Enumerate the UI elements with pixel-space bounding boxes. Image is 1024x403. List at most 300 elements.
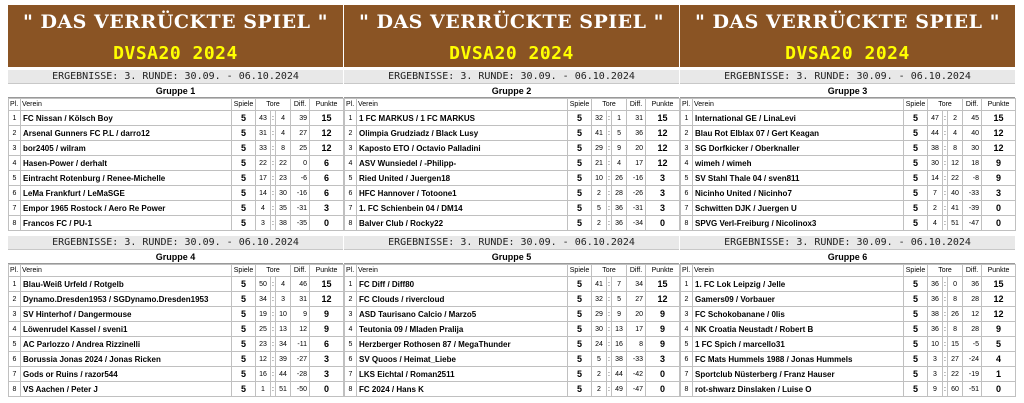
table-row — [681, 337, 1016, 352]
round-header: ERGEBNISSE: 3. RUNDE: 30.09. - 06.10.2024 — [344, 236, 679, 250]
goals-separator: : — [271, 367, 276, 382]
table-row — [681, 367, 1016, 382]
table-row — [345, 352, 680, 367]
place-cell: 3 — [681, 307, 693, 322]
place-cell: 1 — [9, 277, 21, 292]
header-row — [681, 99, 1016, 111]
goal-diff-cell: -27 — [291, 352, 310, 367]
goal-diff-cell: 30 — [963, 141, 982, 156]
table-row — [9, 367, 344, 382]
team-name-cell: AC Parlozzo / Andrea Rizzinelli — [21, 337, 232, 352]
goal-diff-cell: 8 — [627, 337, 646, 352]
goals-separator: : — [271, 352, 276, 367]
goals-separator: : — [607, 126, 612, 141]
table-row — [9, 171, 344, 186]
table-row — [9, 111, 344, 126]
goals-against-cell: 38 — [612, 352, 627, 367]
goals-separator: : — [271, 216, 276, 231]
goals-against-cell: 38 — [276, 216, 291, 231]
table-row — [681, 277, 1016, 292]
goal-diff-cell: 34 — [627, 277, 646, 292]
points-cell: 9 — [310, 322, 344, 337]
games-cell: 5 — [568, 141, 592, 156]
points-cell: 3 — [310, 367, 344, 382]
goal-diff-cell: 45 — [963, 111, 982, 126]
goal-diff-cell: 20 — [627, 307, 646, 322]
goals-separator: : — [607, 156, 612, 171]
goals-separator: : — [943, 156, 948, 171]
goals-for-cell: 41 — [592, 277, 607, 292]
standings-table — [344, 264, 680, 397]
goals-for-cell: 38 — [928, 141, 943, 156]
team-name-cell: SV Hinterhof / Dangermouse — [21, 307, 232, 322]
goals-separator: : — [271, 337, 276, 352]
goal-diff-cell: 25 — [291, 141, 310, 156]
group-title: Gruppe 4 — [8, 250, 343, 264]
place-cell: 1 — [345, 111, 357, 126]
standings-panel — [680, 236, 1015, 397]
team-name-cell: ASD Taurisano Calcio / Marzo5 — [357, 307, 568, 322]
place-cell: 1 — [681, 111, 693, 126]
place-cell: 1 — [681, 277, 693, 292]
goals-for-cell: 36 — [928, 322, 943, 337]
goal-diff-cell: -6 — [291, 171, 310, 186]
team-name-cell: HFC Hannover / Totoone1 — [357, 186, 568, 201]
games-cell: 5 — [904, 337, 928, 352]
games-cell: 5 — [904, 201, 928, 216]
place-cell: 3 — [345, 141, 357, 156]
games-cell: 5 — [904, 111, 928, 126]
games-cell: 5 — [232, 126, 256, 141]
pl-header: Pl. — [345, 265, 357, 277]
goal-diff-cell: -33 — [627, 352, 646, 367]
punkte-header: Punkte — [310, 265, 344, 277]
goals-for-cell: 29 — [592, 141, 607, 156]
goals-separator: : — [271, 126, 276, 141]
team-name-cell: 1 FC Spich / marcello31 — [693, 337, 904, 352]
team-name-cell: International GE / LinaLevi — [693, 111, 904, 126]
goals-separator: : — [271, 322, 276, 337]
games-cell: 5 — [568, 307, 592, 322]
team-name-cell: ASV Wunsiedel / -Philipp- — [357, 156, 568, 171]
goal-diff-cell: 39 — [291, 111, 310, 126]
punkte-header: Punkte — [310, 99, 344, 111]
goals-against-cell: 8 — [948, 322, 963, 337]
points-cell: 9 — [982, 322, 1016, 337]
pl-header: Pl. — [681, 265, 693, 277]
table-row — [681, 141, 1016, 156]
goals-for-cell: 2 — [592, 216, 607, 231]
place-cell: 7 — [345, 367, 357, 382]
place-cell: 2 — [681, 126, 693, 141]
goal-diff-cell: -16 — [291, 186, 310, 201]
team-name-cell: Nicinho United / Nicinho7 — [693, 186, 904, 201]
games-cell: 5 — [232, 277, 256, 292]
table-row — [345, 322, 680, 337]
points-cell: 9 — [646, 322, 680, 337]
goal-diff-cell: -42 — [627, 367, 646, 382]
team-name-cell: Francos FC / PU-1 — [21, 216, 232, 231]
column-1 — [8, 3, 343, 403]
points-cell: 3 — [646, 186, 680, 201]
place-cell: 4 — [681, 322, 693, 337]
games-cell: 5 — [904, 156, 928, 171]
points-cell: 0 — [310, 216, 344, 231]
place-cell: 7 — [345, 201, 357, 216]
games-cell: 5 — [232, 186, 256, 201]
goal-diff-cell: -16 — [627, 171, 646, 186]
table-row — [345, 201, 680, 216]
place-cell: 3 — [681, 141, 693, 156]
place-cell: 7 — [681, 367, 693, 382]
table-row — [9, 216, 344, 231]
table-row — [681, 111, 1016, 126]
goals-separator: : — [607, 201, 612, 216]
table-row — [345, 292, 680, 307]
verein-header: Verein — [693, 99, 904, 111]
team-name-cell: FC Schokobanane / 0lis — [693, 307, 904, 322]
team-name-cell: FC Nissan / Kölsch Boy — [21, 111, 232, 126]
header-row — [345, 265, 680, 277]
tore-header: Tore — [256, 265, 291, 277]
games-cell: 5 — [568, 126, 592, 141]
goals-separator: : — [271, 382, 276, 397]
games-cell: 5 — [232, 307, 256, 322]
banner-title: " DAS VERRÜCKTE SPIEL " — [22, 11, 329, 33]
table-row — [345, 367, 680, 382]
goals-separator: : — [607, 382, 612, 397]
goals-separator: : — [271, 292, 276, 307]
goals-for-cell: 10 — [928, 337, 943, 352]
goals-against-cell: 3 — [276, 292, 291, 307]
goals-against-cell: 28 — [612, 186, 627, 201]
goals-against-cell: 41 — [948, 201, 963, 216]
goals-separator: : — [607, 186, 612, 201]
goals-separator: : — [943, 201, 948, 216]
table-row — [681, 382, 1016, 397]
team-name-cell: SV Quoos / Heimat_Liebe — [357, 352, 568, 367]
punkte-header: Punkte — [646, 265, 680, 277]
points-cell: 5 — [982, 337, 1016, 352]
games-cell: 5 — [232, 141, 256, 156]
goals-separator: : — [607, 277, 612, 292]
goals-for-cell: 4 — [256, 201, 271, 216]
goal-diff-cell: -39 — [963, 201, 982, 216]
place-cell: 8 — [345, 216, 357, 231]
team-name-cell: FC Clouds / rivercloud — [357, 292, 568, 307]
team-name-cell: Empor 1965 Rostock / Aero Re Power — [21, 201, 232, 216]
goal-diff-cell: 31 — [627, 111, 646, 126]
table-row — [681, 156, 1016, 171]
team-name-cell: FC 2024 / Hans K — [357, 382, 568, 397]
team-name-cell: NK Croatia Neustadt / Robert B — [693, 322, 904, 337]
points-cell: 12 — [982, 126, 1016, 141]
table-row — [345, 216, 680, 231]
goals-against-cell: 4 — [948, 126, 963, 141]
goals-against-cell: 1 — [612, 111, 627, 126]
group-title: Gruppe 5 — [344, 250, 679, 264]
table-row — [9, 322, 344, 337]
goals-separator: : — [943, 216, 948, 231]
goal-diff-cell: -50 — [291, 382, 310, 397]
standings-table — [8, 264, 344, 397]
goals-separator: : — [607, 337, 612, 352]
team-name-cell: Gamers09 / Vorbauer — [693, 292, 904, 307]
goal-diff-cell: 17 — [627, 322, 646, 337]
games-cell: 5 — [568, 352, 592, 367]
goals-against-cell: 40 — [948, 186, 963, 201]
table-row — [345, 171, 680, 186]
round-header: ERGEBNISSE: 3. RUNDE: 30.09. - 06.10.2024 — [680, 70, 1015, 84]
team-name-cell: bor2405 / wilram — [21, 141, 232, 156]
place-cell: 2 — [345, 292, 357, 307]
goals-for-cell: 3 — [928, 352, 943, 367]
points-cell: 12 — [310, 126, 344, 141]
goals-against-cell: 13 — [276, 322, 291, 337]
banner-subtitle: DVSA20 2024 — [449, 43, 574, 64]
goal-diff-cell: -19 — [963, 367, 982, 382]
goals-against-cell: 2 — [948, 111, 963, 126]
group-title: Gruppe 2 — [344, 84, 679, 98]
goals-separator: : — [943, 352, 948, 367]
goal-diff-cell: -33 — [963, 186, 982, 201]
points-cell: 3 — [646, 201, 680, 216]
table-row — [345, 337, 680, 352]
place-cell: 4 — [9, 156, 21, 171]
punkte-header: Punkte — [982, 99, 1016, 111]
diff-header: Diff. — [291, 265, 310, 277]
goal-diff-cell: -34 — [627, 216, 646, 231]
place-cell: 8 — [9, 216, 21, 231]
table-row — [345, 307, 680, 322]
place-cell: 7 — [681, 201, 693, 216]
goals-for-cell: 16 — [256, 367, 271, 382]
team-name-cell: Dynamo.Dresden1953 / SGDynamo.Dresden1953 — [21, 292, 232, 307]
goal-diff-cell: -51 — [963, 382, 982, 397]
goal-diff-cell: 20 — [627, 141, 646, 156]
games-cell: 5 — [568, 337, 592, 352]
goals-for-cell: 23 — [256, 337, 271, 352]
games-cell: 5 — [232, 111, 256, 126]
place-cell: 2 — [9, 292, 21, 307]
points-cell: 3 — [310, 352, 344, 367]
games-cell: 5 — [904, 352, 928, 367]
goals-for-cell: 19 — [256, 307, 271, 322]
table-row — [681, 307, 1016, 322]
standings-table — [8, 98, 344, 231]
table-row — [9, 156, 344, 171]
games-cell: 5 — [568, 111, 592, 126]
team-name-cell: Ried United / Juergen18 — [357, 171, 568, 186]
standings-panel — [8, 70, 343, 231]
goals-separator: : — [943, 337, 948, 352]
points-cell: 12 — [646, 141, 680, 156]
goals-separator: : — [943, 322, 948, 337]
place-cell: 2 — [345, 126, 357, 141]
goal-diff-cell: -11 — [291, 337, 310, 352]
goals-against-cell: 4 — [612, 156, 627, 171]
points-cell: 9 — [982, 171, 1016, 186]
spiele-header: Spiele — [568, 265, 592, 277]
games-cell: 5 — [904, 367, 928, 382]
goals-separator: : — [943, 292, 948, 307]
goals-separator: : — [607, 171, 612, 186]
points-cell: 3 — [982, 186, 1016, 201]
pl-header: Pl. — [9, 265, 21, 277]
table-row — [681, 352, 1016, 367]
place-cell: 8 — [345, 382, 357, 397]
goals-against-cell: 9 — [612, 307, 627, 322]
diff-header: Diff. — [627, 265, 646, 277]
goal-diff-cell: -24 — [963, 352, 982, 367]
goals-against-cell: 4 — [276, 277, 291, 292]
goals-against-cell: 10 — [276, 307, 291, 322]
points-cell: 12 — [310, 141, 344, 156]
points-cell: 12 — [646, 126, 680, 141]
goals-separator: : — [943, 382, 948, 397]
points-cell: 15 — [310, 111, 344, 126]
points-cell: 0 — [646, 367, 680, 382]
games-cell: 5 — [904, 216, 928, 231]
goals-for-cell: 9 — [928, 382, 943, 397]
team-name-cell: LKS Eichtal / Roman2511 — [357, 367, 568, 382]
goal-diff-cell: 27 — [291, 126, 310, 141]
goals-separator: : — [271, 171, 276, 186]
place-cell: 3 — [9, 141, 21, 156]
goals-against-cell: 22 — [276, 156, 291, 171]
goals-against-cell: 36 — [612, 201, 627, 216]
goals-against-cell: 35 — [276, 201, 291, 216]
spiele-header: Spiele — [904, 99, 928, 111]
games-cell: 5 — [568, 322, 592, 337]
points-cell: 12 — [310, 292, 344, 307]
goals-separator: : — [271, 141, 276, 156]
place-cell: 3 — [9, 307, 21, 322]
games-cell: 5 — [568, 156, 592, 171]
team-name-cell: SV Stahl Thale 04 / sven811 — [693, 171, 904, 186]
tore-header: Tore — [928, 99, 963, 111]
points-cell: 15 — [646, 277, 680, 292]
place-cell: 2 — [681, 292, 693, 307]
goals-for-cell: 14 — [928, 171, 943, 186]
points-cell: 9 — [646, 307, 680, 322]
goals-against-cell: 4 — [276, 126, 291, 141]
pl-header: Pl. — [681, 99, 693, 111]
points-cell: 4 — [982, 352, 1016, 367]
games-cell: 5 — [904, 126, 928, 141]
tore-header: Tore — [592, 99, 627, 111]
games-cell: 5 — [568, 382, 592, 397]
group-title: Gruppe 3 — [680, 84, 1015, 98]
games-cell: 5 — [232, 352, 256, 367]
diff-header: Diff. — [627, 99, 646, 111]
team-name-cell: Teutonia 09 / Mladen Pralija — [357, 322, 568, 337]
points-cell: 3 — [310, 201, 344, 216]
standings-panel — [680, 70, 1015, 231]
goals-against-cell: 30 — [276, 186, 291, 201]
team-name-cell: 1. FC Schienbein 04 / DM14 — [357, 201, 568, 216]
punkte-header: Punkte — [982, 265, 1016, 277]
table-row — [345, 277, 680, 292]
place-cell: 7 — [9, 367, 21, 382]
punkte-header: Punkte — [646, 99, 680, 111]
goals-for-cell: 14 — [256, 186, 271, 201]
goals-against-cell: 8 — [948, 292, 963, 307]
team-name-cell: VS Aachen / Peter J — [21, 382, 232, 397]
goals-for-cell: 34 — [256, 292, 271, 307]
goals-against-cell: 22 — [948, 171, 963, 186]
goals-against-cell: 34 — [276, 337, 291, 352]
points-cell: 0 — [646, 216, 680, 231]
tore-header: Tore — [256, 99, 291, 111]
goal-diff-cell: 27 — [627, 292, 646, 307]
table-row — [681, 126, 1016, 141]
group-title: Gruppe 6 — [680, 250, 1015, 264]
goals-for-cell: 4 — [928, 216, 943, 231]
goals-for-cell: 2 — [592, 186, 607, 201]
goals-against-cell: 7 — [612, 277, 627, 292]
place-cell: 8 — [681, 216, 693, 231]
games-cell: 5 — [568, 186, 592, 201]
tore-header: Tore — [592, 265, 627, 277]
games-cell: 5 — [904, 322, 928, 337]
verein-header: Verein — [21, 99, 232, 111]
team-name-cell: Hasen-Power / derhalt — [21, 156, 232, 171]
points-cell: 15 — [982, 277, 1016, 292]
diff-header: Diff. — [291, 99, 310, 111]
goal-diff-cell: 40 — [963, 126, 982, 141]
table-row — [9, 141, 344, 156]
table-row — [681, 171, 1016, 186]
team-name-cell: SPVG Verl-Freiburg / Nicolinox3 — [693, 216, 904, 231]
games-cell: 5 — [904, 277, 928, 292]
verein-header: Verein — [693, 265, 904, 277]
banner-subtitle: DVSA20 2024 — [785, 43, 910, 64]
standings-table — [344, 98, 680, 231]
place-cell: 3 — [345, 307, 357, 322]
place-cell: 6 — [681, 186, 693, 201]
team-name-cell: Eintracht Rotenburg / Renee-Michelle — [21, 171, 232, 186]
goals-for-cell: 5 — [592, 201, 607, 216]
table-row — [681, 322, 1016, 337]
goals-against-cell: 5 — [612, 126, 627, 141]
table-row — [345, 126, 680, 141]
goals-against-cell: 22 — [948, 367, 963, 382]
team-name-cell: FC Diff / Diff80 — [357, 277, 568, 292]
group-title: Gruppe 1 — [8, 84, 343, 98]
games-cell: 5 — [904, 292, 928, 307]
goal-diff-cell: 17 — [627, 156, 646, 171]
goals-for-cell: 30 — [592, 322, 607, 337]
place-cell: 5 — [9, 171, 21, 186]
games-cell: 5 — [904, 186, 928, 201]
team-name-cell: Balver Club / Rocky22 — [357, 216, 568, 231]
goals-for-cell: 25 — [256, 322, 271, 337]
goals-for-cell: 24 — [592, 337, 607, 352]
goals-for-cell: 17 — [256, 171, 271, 186]
games-cell: 5 — [232, 322, 256, 337]
round-header: ERGEBNISSE: 3. RUNDE: 30.09. - 06.10.2024 — [8, 236, 343, 250]
points-cell: 0 — [982, 201, 1016, 216]
pl-header: Pl. — [345, 99, 357, 111]
table-row — [345, 141, 680, 156]
column-3 — [680, 3, 1015, 403]
goals-for-cell: 3 — [928, 367, 943, 382]
goals-for-cell: 43 — [256, 111, 271, 126]
place-cell: 4 — [345, 156, 357, 171]
table-row — [681, 216, 1016, 231]
place-cell: 1 — [9, 111, 21, 126]
